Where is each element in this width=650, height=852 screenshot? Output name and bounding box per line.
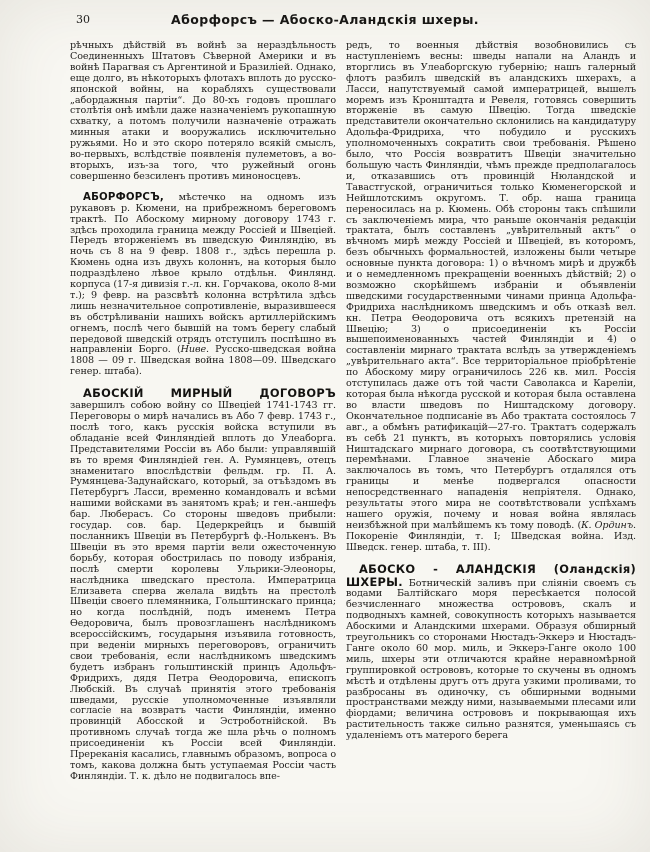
page-number: 30	[76, 13, 90, 26]
reference-text: Русско-шведская война 1808 — 09 г. Шведская война 1808—09. Шведскаго генер. штаба).	[70, 344, 336, 378]
entry-abo-aland-skerries	[346, 561, 636, 743]
right-column	[346, 41, 636, 831]
reference-author-nive: Ниве.	[180, 344, 209, 356]
reference-text: Покореніе Финляндіи, т. I; Шведская война. Изд. Шведск. генер. штаба, т. III).	[346, 530, 636, 553]
entry-headword-abo-treaty: АБОСКІЙ МИРНЫЙ ДОГОВОРЪ	[83, 386, 336, 401]
paragraph-abordage-continuation: рѣчныхъ дѣйствій въ войнѣ за нераздѣльность Соединенныхъ Штатовъ Сѣверной Америки и въ войнѣ Парагвая съ Аргентиной и Бразиліей. Однако, еще долго, въ нѣкоторыхъ флотахъ вплоть до русско-японской войны, на корабляхъ существовали „абордажныя партіи“. До 80-хъ годовъ прошлаго столѣтія онѣ имѣли даже назначеніемъ рукопашную схватку, а потомъ получили назначеніе отражать минныя атаки и вооружались исключительно ружьями. Но и это скоро потеряло всякій смыслъ, во-первыхъ, вслѣдствіе появленія пулеметовъ, а во-вторыхъ, изъ-за того, что ружейный огонь совершенно безсиленъ противъ миноносцевъ.	[70, 41, 336, 182]
text-columns	[70, 41, 636, 831]
entry-headword-abo-aland-skerries: АБОСКО - АЛАНДСКІЯ (Оландскія) ШХЕРЫ.	[346, 561, 636, 589]
running-title: Аборфорсъ — Абоско-Аландскія шхеры.	[171, 12, 479, 27]
reference-author-ordin: К. Ординъ.	[581, 519, 636, 531]
entry-body-abo-treaty-part1: завершилъ собою войну со Швеціей 1741-1743 гг. Переговоры о мирѣ начались въ Або 7 февр. 1743 г., послѣ того, какъ русскія войска вступили въ обладаніе всей Финляндіей вплоть до Улеаборга. Представителями Россіи въ Або были: управлявшій въ то время Финляндіей ген. А. Румянцевъ, отецъ знаменитаго впослѣдствіи фельдм. гр. П. А. Румянцева-Задунайскаго, который, за отъѣздомъ въ Петербургъ Ласси, временно командовалъ и всѣми нашими войсками въ занятомъ краѣ; и ген.-аншефъ бар. Люберасъ. Со стороны шведовъ прибыли: государ. сов. бар. Цедеркрейцъ и бывшій посланникъ Швеціи въ Петербургѣ ф.-Нолькенъ. Въ Швеціи въ это время партіи вели ожесточенную борьбу, которая обострилась по поводу избранія, послѣ смерти королевы Ульрики-Элеоноры, наслѣдника шведскаго престола. Императрица Елизавета сперва желала видѣть на престолѣ Швеціи своего племянника, Гольштинскаго принца; но когда послѣдній, подъ именемъ Петра Ѳедоровича, былъ провозглашенъ наслѣдникомъ всероссійскимъ, государыня изъявила готовность, при веденіи мирныхъ переговоровъ, ограничить свои требованія, если наслѣдникомъ шведскимъ будетъ избранъ гольштинскій принцъ Адольфъ-Фридрихъ, дядя Петра Ѳеодоровича, епископъ Любскій. Въ случаѣ принятія этого требованія шведами, русскіе уполномоченные изъявляли согласіе на возвратъ части Финляндіи, именно провинцій Абосской и Эстроботнійской. Въ противномъ случаѣ тогда же шла рѣчь о полномъ присоединеніи къ Россіи всей Финляндіи. Пререканія касались, главнымъ образомъ, вопроса о томъ, какова должна быть уступаемая Россіи часть Финляндіи. Т. к. дѣло не подвигалось впе-	[70, 400, 336, 782]
entry-body-abo-treaty-part2: редъ, то военныя дѣйствія возобновились съ наступленіемъ весны: шведы напали на Аландъ и вторглись въ Улеаборгскую губернію; нашъ галерный флотъ разбилъ шведскій въ аландскихъ шхерахъ, а Ласси, напутствуемый самой императрицей, вышелъ моремъ изъ Кронштадта и Ревеля, готовясь совершить вторженіе въ самую Швецію. Тогда шведскіе представители окончательно склонились на кандидатуру Адольфа-Фридриха, что побудило и русскихъ уполномоченныхъ сократить свои требованія. Рѣшено было, что Россія возвратитъ Швеціи значительно большую часть Финляндіи, чѣмъ прежде предполагалось и, отказавшись отъ провинцій Нюландской и Тавастгуской, ограничиться только Кюменегорской и Нейшлотскимъ округомъ. Т. обр. наша граница переносилась на р. Кюмень. Обѣ стороны такъ спѣшили съ заключеніемъ мира, что раньше окончанія редакціи трактата, былъ составленъ „увѣрительный актъ“ о вѣчномъ мирѣ между Россіей и Швеціей, въ которомъ, безъ обычныхъ формальностей, изложены были четыре основные пункта договора: 1) о вѣчномъ мирѣ и дружбѣ и о немедленномъ прекращеніи военныхъ дѣйствій; 2) о возможно скорѣйшемъ избраніи и объявленіи шведскими государственными чинами принца Адольфа-Фридриха наслѣдникомъ шведскимъ и объ отказѣ вел. кн. Петра Ѳеодоровича отъ всякихъ претензій на Швецію; 3) о присоединеніи къ Россіи вышепоименованныхъ частей Финляндіи и 4) о составленіи мирнаго трактата вслѣдъ за утвержденіемъ „увѣрительнаго акта“. Все территоріальное пріобрѣтеніе по Абоскому миру ограничилось 226 кв. мил. Россія отступилась даже отъ той части Саволакса и Кареліи, которая была нѣкогда русской и которая была оставлена во власти шведовъ по Ништадскому договору. Окончательное подписаніе въ Або трактата состоялось 7 авг., а обмѣнъ ратификацій—27-го. Трактатъ содержалъ въ себѣ 21 пунктъ, въ которыхъ повторялись условія Ништадскаго мирнаго договора, съ соотвѣтствующими перемѣнами. Главное значеніе Абоскаго мира заключалось въ томъ, что Петербургъ отдалялся отъ границы и менѣе подвергался опасности непосредственнаго нападенія непріятеля. Однако, результаты этого мира не соотвѣтствовали успѣхамъ нашего оружія, почему и новая война являлась неизбѣжной при малѣйшемъ къ тому поводѣ.	[346, 41, 636, 531]
reference-open-paren: (	[577, 519, 582, 531]
left-column	[70, 41, 336, 831]
entry-headword-aborfors: АБОРФОРСЪ,	[83, 191, 164, 203]
entry-body-aborfors: мѣстечко на одномъ изъ рукавовъ р. Кюмени, на прибрежномъ береговомъ трактѣ. По Абоскому мирному договору 1743 г. здѣсь проходила граница между Россіей и Швеціей. Передъ вторженіемъ въ шведскую Финляндію, въ ночь съ 8 на 9 февр. 1808 г., здѣсь перешла р. Кюмень одна изъ двухъ колоннъ, на которыя было подраздѣлено лѣвое крыло отдѣльн. Финлянд. корпуса (17-я дивизія г.-л. кн. Горчакова, около 8-ми т.); 9 февр. на разсвѣтѣ колонна встрѣтила здѣсь лишь незначительное сопротивленіе, выразившееся въ обстрѣливаніи нашихъ войскъ артиллерійскимъ огнемъ, послѣ чего бывшій на томъ берегу слабый передовой шведскій отрядъ отступилъ поспѣшно въ направленіи Борго.	[70, 191, 336, 356]
entry-body-abo-aland-skerries: Ботническій заливъ при сліяніи своемъ съ водами Балтійскаго моря пересѣкается полосой безчисленнаго множества острововъ, скалъ и подводныхъ камней, совокупность которыхъ называется Абоскими и Аландскими шхерами. Образуя обширный треугольникъ со сторонами Нюстадъ-Эккерэ и Нюстадъ-Ганге около 60 мор. миль, и Эккерэ-Ганге около 100 миль, шхеры эти отличаются крайне неравномѣрной группировкой острововъ, которые то скучены въ одномъ мѣстѣ и отдѣлены другъ отъ друга узкими проливами, то разбросаны въ одиночку, съ обширными водными пространствами между ними, называемыми плесами или фіордами; величина острововъ и покрывающая ихъ растительность также сильно разнятся, уменьшаясь съ удаленіемъ отъ матерого берега	[346, 577, 636, 742]
entry-aborfors	[70, 193, 336, 378]
entry-abo-treaty	[70, 388, 336, 783]
page-header	[0, 10, 650, 36]
reference-open-paren: (	[176, 344, 181, 356]
entry-abo-treaty-continuation	[346, 41, 636, 554]
